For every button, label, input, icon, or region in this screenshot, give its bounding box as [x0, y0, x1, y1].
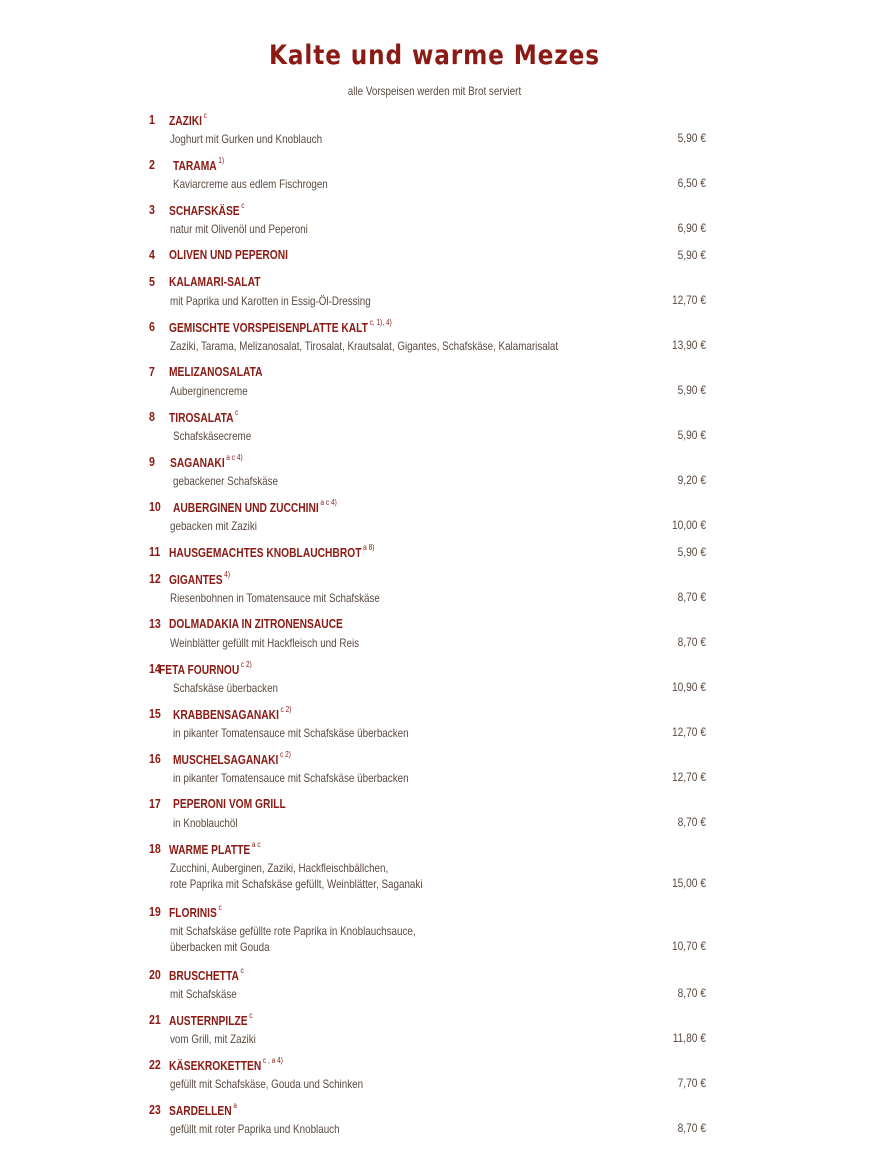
item-number: 3 — [149, 203, 155, 217]
item-description: gebackener Schafskäse — [173, 474, 279, 488]
item-number: 16 — [149, 752, 161, 766]
item-price: 5,90 € — [677, 131, 706, 145]
item-name: GEMISCHTE VORSPEISENPLATTE KALT $^{c, 1), 4)}$ — [169, 318, 392, 336]
item-number: 23 — [149, 1103, 161, 1117]
item-number: 9 — [149, 455, 155, 469]
item-description: in Knoblauchöl — [173, 816, 238, 830]
item-price: 12,70 € — [671, 725, 706, 739]
allergen-codes: c 2) — [240, 660, 252, 669]
item-description: Joghurt mit Gurken und Knoblauch — [170, 132, 323, 146]
allergen-codes: c, 1), 4) — [369, 318, 392, 327]
item-name: KRABBENSAGANAKI $^{c 2)}$ — [173, 705, 292, 723]
allergen-codes: a c 4) — [226, 453, 243, 462]
item-number: 17 — [149, 797, 161, 811]
allergen-codes: a 8) — [363, 543, 375, 552]
item-description: gebacken mit Zaziki — [170, 519, 257, 533]
item-description: in pikanter Tomatensauce mit Schafskäse überbacken — [173, 771, 409, 785]
allergen-codes: c 2) — [280, 705, 292, 714]
item-description: Riesenbohnen in Tomatensauce mit Schafskäse — [170, 591, 380, 605]
item-name: TARAMA $^{1)}$ — [173, 156, 225, 174]
item-number: 20 — [149, 968, 161, 982]
item-number: 6 — [149, 320, 155, 334]
item-description: Zaziki, Tarama, Melizanosalat, Tirosalat, Krautsalat, Gigantes, Schafskäse, Kalamarisalat — [170, 339, 559, 353]
item-description: überbacken mit Gouda — [170, 940, 270, 954]
item-description: vom Grill, mit Zaziki — [170, 1032, 256, 1046]
item-price: 10,00 € — [671, 518, 706, 532]
item-number: 18 — [149, 842, 161, 856]
item-price: 13,90 € — [671, 338, 706, 352]
allergen-codes: c — [235, 408, 239, 417]
item-description: Auberginencreme — [170, 384, 248, 398]
page-subtitle: alle Vorspeisen werden mit Brot serviert — [347, 84, 522, 98]
allergen-codes: c 2) — [279, 750, 291, 759]
item-number: 22 — [149, 1058, 161, 1072]
item-name: OLIVEN UND PEPERONI — [169, 248, 289, 262]
item-price: 5,90 € — [677, 248, 706, 262]
allergen-codes: c — [203, 111, 207, 120]
item-price: 12,70 € — [671, 293, 706, 307]
allergen-codes: c — [218, 903, 222, 912]
item-price: 5,90 € — [677, 428, 706, 442]
item-price: 8,70 € — [677, 635, 706, 649]
allergen-codes: a c — [251, 840, 261, 849]
item-price: 10,70 € — [671, 939, 706, 953]
allergen-codes: 4) — [224, 570, 231, 579]
item-name: SAGANAKI $^{a c 4)}$ — [170, 453, 243, 471]
item-name: AUSTERNPILZE $^c$ — [169, 1011, 253, 1029]
item-description: gefüllt mit Schafskäse, Gouda und Schinken — [170, 1077, 364, 1091]
item-description: Schafskäse überbacken — [173, 681, 279, 695]
item-number: 19 — [149, 905, 161, 919]
allergen-codes: c — [249, 1011, 253, 1020]
item-price: 5,90 € — [677, 383, 706, 397]
item-description: in pikanter Tomatensauce mit Schafskäse überbacken — [173, 726, 409, 740]
item-name: AUBERGINEN UND ZUCCHINI $^{a c 4)}$ — [173, 498, 337, 516]
item-price: 6,90 € — [677, 221, 706, 235]
item-number: 7 — [149, 365, 155, 379]
item-price: 6,50 € — [677, 176, 706, 190]
item-name: TIROSALATA $^c$ — [169, 408, 239, 426]
allergen-codes: c — [241, 201, 245, 210]
item-number: 13 — [149, 617, 161, 631]
allergen-codes: 1) — [218, 156, 225, 165]
item-price: 8,70 € — [677, 986, 706, 1000]
item-price: 7,70 € — [677, 1076, 706, 1090]
item-description: mit Schafskäse gefüllte rote Paprika in Knoblauchsauce, — [170, 924, 416, 938]
item-description: gefüllt mit roter Paprika und Knoblauch — [170, 1122, 340, 1136]
item-number: 2 — [149, 158, 155, 172]
item-description: rote Paprika mit Schafskäse gefüllt, Weinblätter, Saganaki — [170, 877, 423, 891]
item-description: Schafskäsecreme — [173, 429, 252, 443]
item-number: 1 — [149, 113, 155, 127]
item-price: 5,90 € — [677, 545, 706, 559]
allergen-codes: c , a 4) — [262, 1056, 283, 1065]
item-name: MELIZANOSALATA — [169, 365, 263, 379]
item-name: ZAZIKI $^c$ — [169, 111, 207, 129]
item-description: Zucchini, Auberginen, Zaziki, Hackfleischbällchen, — [170, 861, 389, 875]
item-name: HAUSGEMACHTES KNOBLAUCHBROT $^{a 8)}$ — [169, 543, 375, 561]
item-name: BRUSCHETTA $^c$ — [169, 966, 244, 984]
item-price: 8,70 € — [677, 1121, 706, 1135]
page-title: Kalte und warme Mezes — [269, 40, 600, 71]
item-name: FLORINIS $^c$ — [169, 903, 222, 921]
item-name: KÄSEKROKETTEN $^{c , a 4)}$ — [169, 1056, 283, 1074]
item-name: PEPERONI VOM GRILL — [173, 797, 286, 811]
item-name: DOLMADAKIA IN ZITRONENSAUCE — [169, 617, 343, 631]
allergen-codes: c — [240, 966, 244, 975]
item-name: GIGANTES $^{4)}$ — [169, 570, 231, 588]
item-price: 9,20 € — [677, 473, 706, 487]
item-number: 21 — [149, 1013, 161, 1027]
item-description: Weinblätter gefüllt mit Hackfleisch und Reis — [170, 636, 360, 650]
item-name: FETA FOURNOU $^{c 2)}$ — [159, 660, 252, 678]
item-price: 8,70 € — [677, 590, 706, 604]
item-price: 8,70 € — [677, 815, 706, 829]
item-price: 12,70 € — [671, 770, 706, 784]
item-description: mit Schafskäse — [170, 987, 237, 1001]
item-price: 10,90 € — [671, 680, 706, 694]
item-name: MUSCHELSAGANAKI $^{c 2)}$ — [173, 750, 291, 768]
item-number: 11 — [149, 545, 161, 559]
item-number: 4 — [149, 248, 155, 262]
item-price: 15,00 € — [671, 876, 706, 890]
item-number: 10 — [149, 500, 161, 514]
item-name: WARME PLATTE $^{a c}$ — [169, 840, 261, 858]
item-number: 5 — [149, 275, 155, 289]
item-name: SARDELLEN $^a$ — [169, 1101, 237, 1119]
item-description: Kaviarcreme aus edlem Fischrogen — [173, 177, 328, 191]
item-price: 11,80 € — [672, 1031, 706, 1045]
item-number: 8 — [149, 410, 155, 424]
item-number: 14 — [149, 662, 161, 676]
item-name: KALAMARI-SALAT — [169, 275, 261, 289]
allergen-codes: a — [233, 1101, 237, 1110]
item-number: 12 — [149, 572, 161, 586]
allergen-codes: a c 4) — [320, 498, 337, 507]
item-name: SCHAFSKÄSE $^c$ — [169, 201, 245, 219]
item-description: natur mit Olivenöl und Peperoni — [170, 222, 308, 236]
item-number: 15 — [149, 707, 161, 721]
item-description: mit Paprika und Karotten in Essig-Öl-Dressing — [170, 294, 371, 308]
